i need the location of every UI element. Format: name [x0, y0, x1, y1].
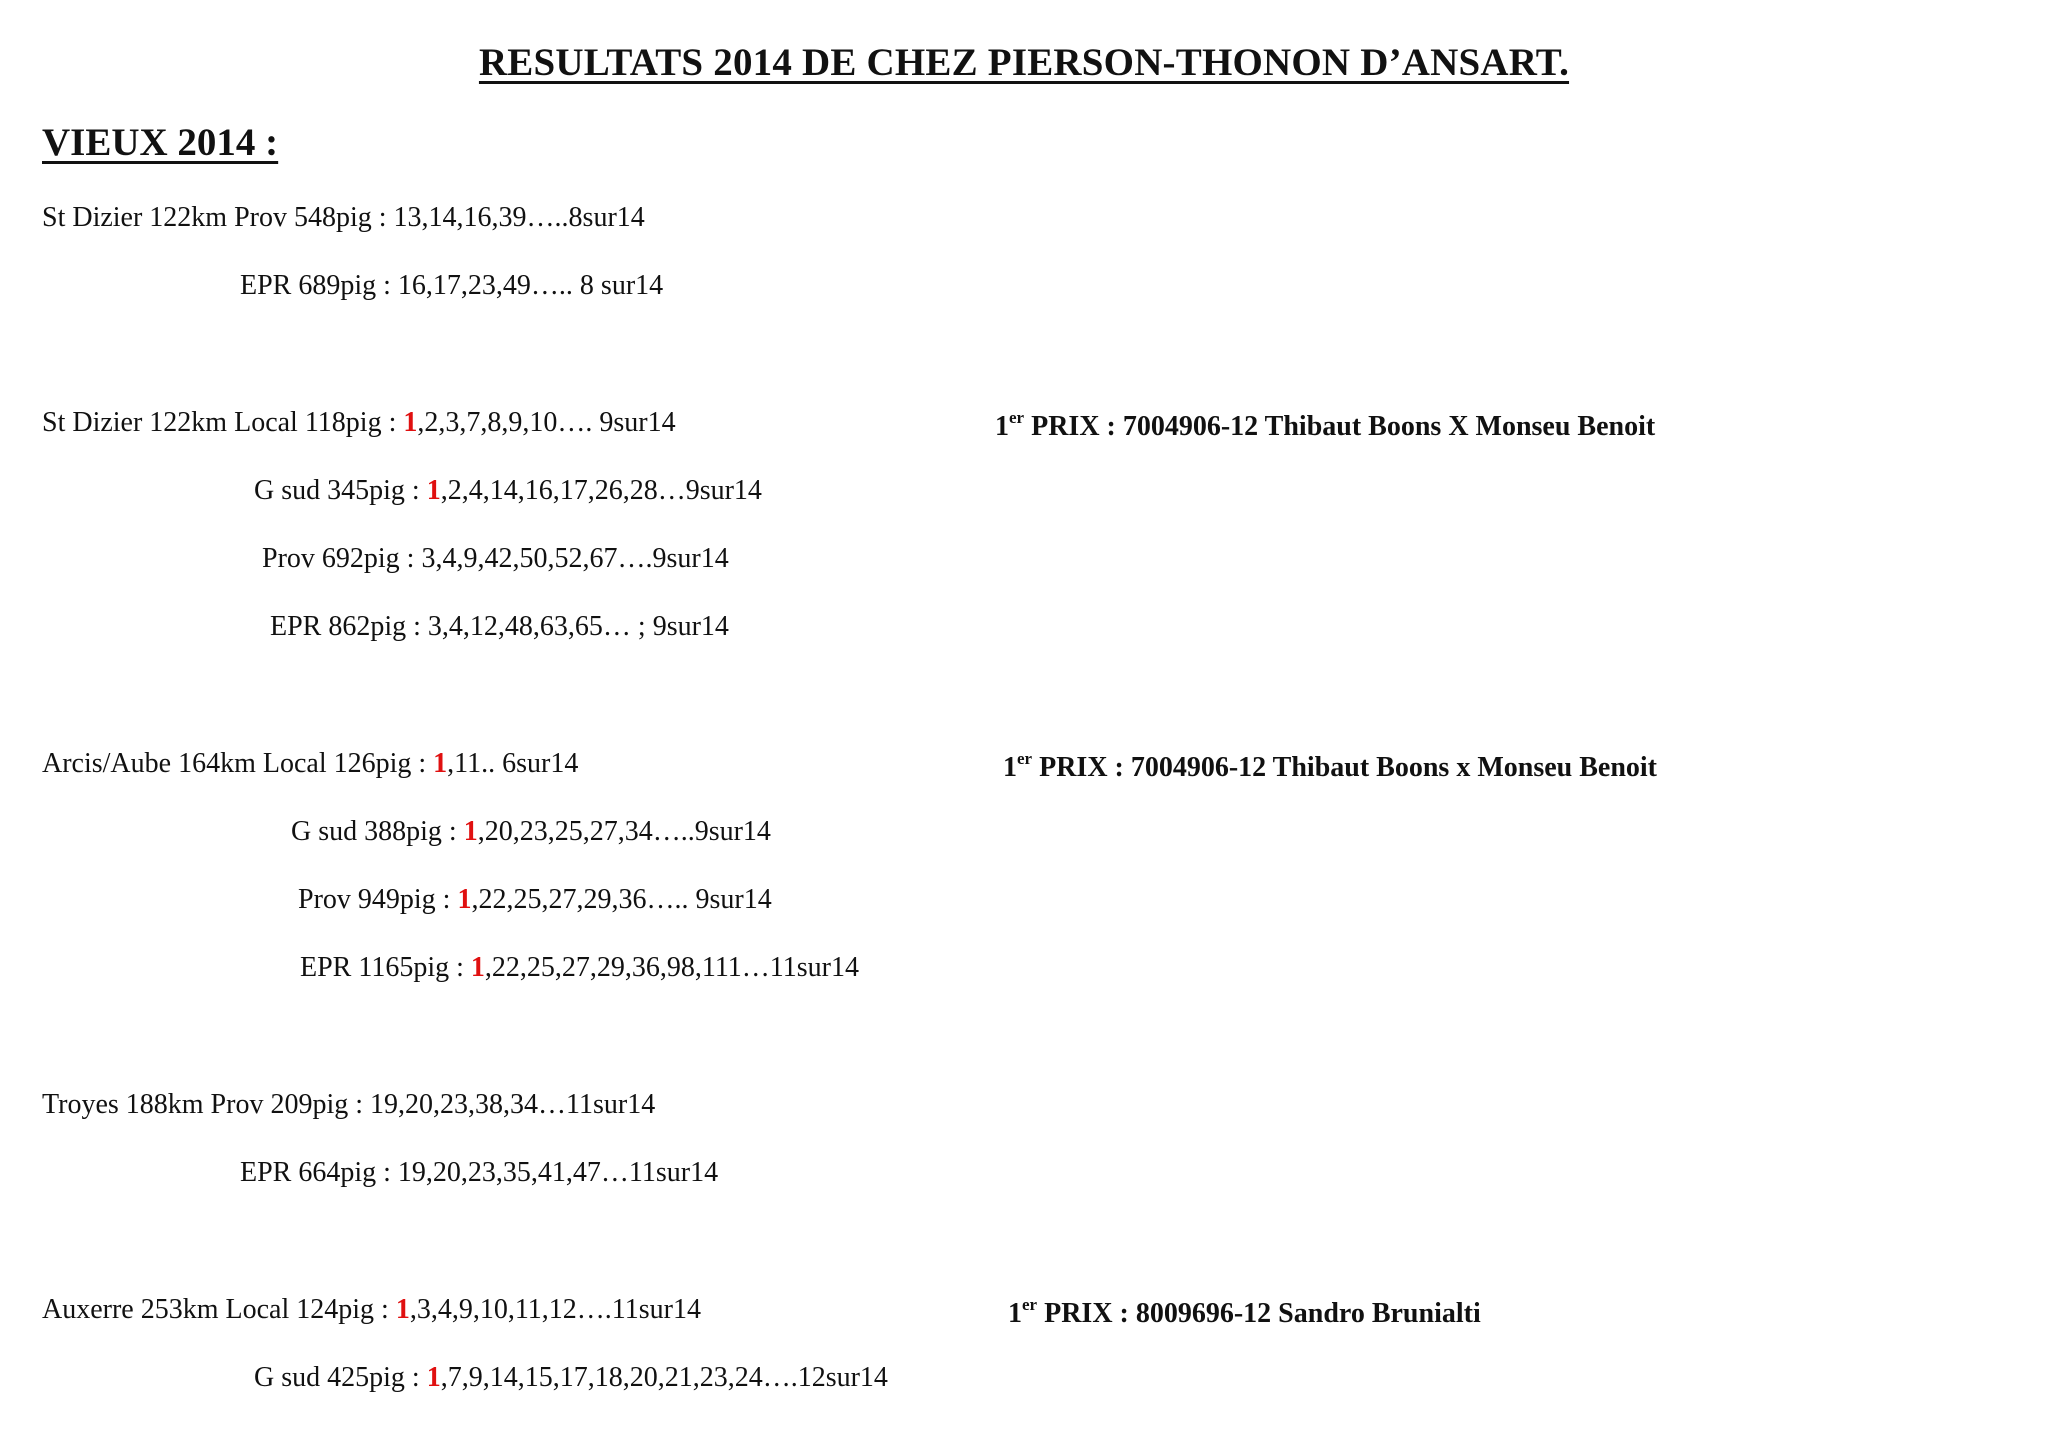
result-line-st-dizier-prov-692: [262, 545, 729, 573]
document-title: RESULTATS 2014 DE CHEZ PIERSON-THONON D’ANSART.: [478, 41, 1570, 84]
result-line-arcis-epr: [300, 954, 859, 982]
section-heading-vieux: VIEUX 2014 :: [42, 121, 279, 164]
first-place-mark: 1: [433, 748, 448, 779]
result-line-st-dizier-epr-862: [270, 613, 729, 641]
result-ranks: 19,20,23,38,34…11sur14: [370, 1089, 656, 1120]
result-label: Prov 949pig :: [298, 884, 458, 915]
prize-ordinal: 1: [1003, 752, 1017, 783]
result-ranks: 3,4,9,42,50,52,67….9sur14: [421, 543, 729, 574]
result-ranks: ,2,4,14,16,17,26,28…9sur14: [440, 475, 762, 506]
result-label: Prov 692pig :: [262, 543, 422, 574]
result-ranks: ,3,4,9,10,11,12….11sur14: [409, 1294, 701, 1325]
result-label: EPR 664pig :: [240, 1157, 398, 1188]
result-label: G sud 388pig :: [291, 816, 464, 847]
first-place-mark: 1: [426, 475, 441, 506]
result-label: EPR 862pig :: [270, 611, 428, 642]
result-line-st-dizier-local: [42, 409, 676, 437]
prize-ordinal: 1: [995, 411, 1009, 442]
result-line-st-dizier-epr: [240, 272, 663, 300]
result-line-troyes-prov: [42, 1091, 655, 1119]
result-label: St Dizier 122km Prov 548pig :: [42, 202, 394, 233]
result-line-st-dizier-prov: [42, 204, 645, 232]
prize-text: PRIX : 8009696-12 Sandro Brunialti: [1037, 1298, 1481, 1329]
prize-ordinal-suffix: er: [1017, 749, 1033, 768]
prize-text: PRIX : 7004906-12 Thibaut Boons X Monseu Benoit: [1024, 411, 1656, 442]
result-line-st-dizier-gsud: [254, 477, 762, 505]
result-ranks: 13,14,16,39…..8sur14: [393, 202, 645, 233]
result-line-auxerre-gsud: [254, 1364, 888, 1392]
prize-ordinal-suffix: er: [1009, 408, 1025, 427]
result-ranks: ,2,3,7,8,9,10…. 9sur14: [417, 407, 676, 438]
result-label: Arcis/Aube 164km Local 126pig :: [42, 748, 434, 779]
first-place-mark: 1: [426, 1362, 441, 1393]
prize-text: PRIX : 7004906-12 Thibaut Boons x Monseu Benoit: [1032, 752, 1657, 783]
result-ranks: ,22,25,27,29,36….. 9sur14: [471, 884, 772, 915]
result-ranks: 3,4,12,48,63,65… ; 9sur14: [427, 611, 729, 642]
prize-auxerre: [1008, 1296, 1481, 1328]
result-ranks: ,11.. 6sur14: [447, 748, 579, 779]
result-line-arcis-gsud: [291, 818, 771, 846]
prize-ordinal-suffix: er: [1022, 1295, 1038, 1314]
result-line-auxerre-local: [42, 1296, 701, 1324]
prize-st-dizier: [995, 409, 1655, 441]
result-ranks: 19,20,23,35,41,47…11sur14: [397, 1157, 719, 1188]
first-place-mark: 1: [395, 1294, 410, 1325]
result-ranks: ,20,23,25,27,34…..9sur14: [477, 816, 771, 847]
prize-ordinal: 1: [1008, 1298, 1022, 1329]
result-label: EPR 689pig :: [240, 270, 398, 301]
result-label: EPR 1165pig :: [300, 952, 471, 983]
result-line-troyes-epr: [240, 1159, 718, 1187]
result-ranks: ,22,25,27,29,36,98,111…11sur14: [484, 952, 859, 983]
first-place-mark: 1: [457, 884, 472, 915]
result-label: G sud 345pig :: [254, 475, 427, 506]
result-ranks: 16,17,23,49….. 8 sur14: [397, 270, 664, 301]
result-line-arcis-local: [42, 750, 578, 778]
result-label: G sud 425pig :: [254, 1362, 427, 1393]
first-place-mark: 1: [470, 952, 485, 983]
result-line-arcis-prov: [298, 886, 772, 914]
first-place-mark: 1: [403, 407, 418, 438]
result-label: Auxerre 253km Local 124pig :: [42, 1294, 396, 1325]
first-place-mark: 1: [463, 816, 478, 847]
result-label: St Dizier 122km Local 118pig :: [42, 407, 404, 438]
prize-arcis: [1003, 750, 1657, 782]
result-label: Troyes 188km Prov 209pig :: [42, 1089, 371, 1120]
result-ranks: ,7,9,14,15,17,18,20,21,23,24….12sur14: [440, 1362, 888, 1393]
